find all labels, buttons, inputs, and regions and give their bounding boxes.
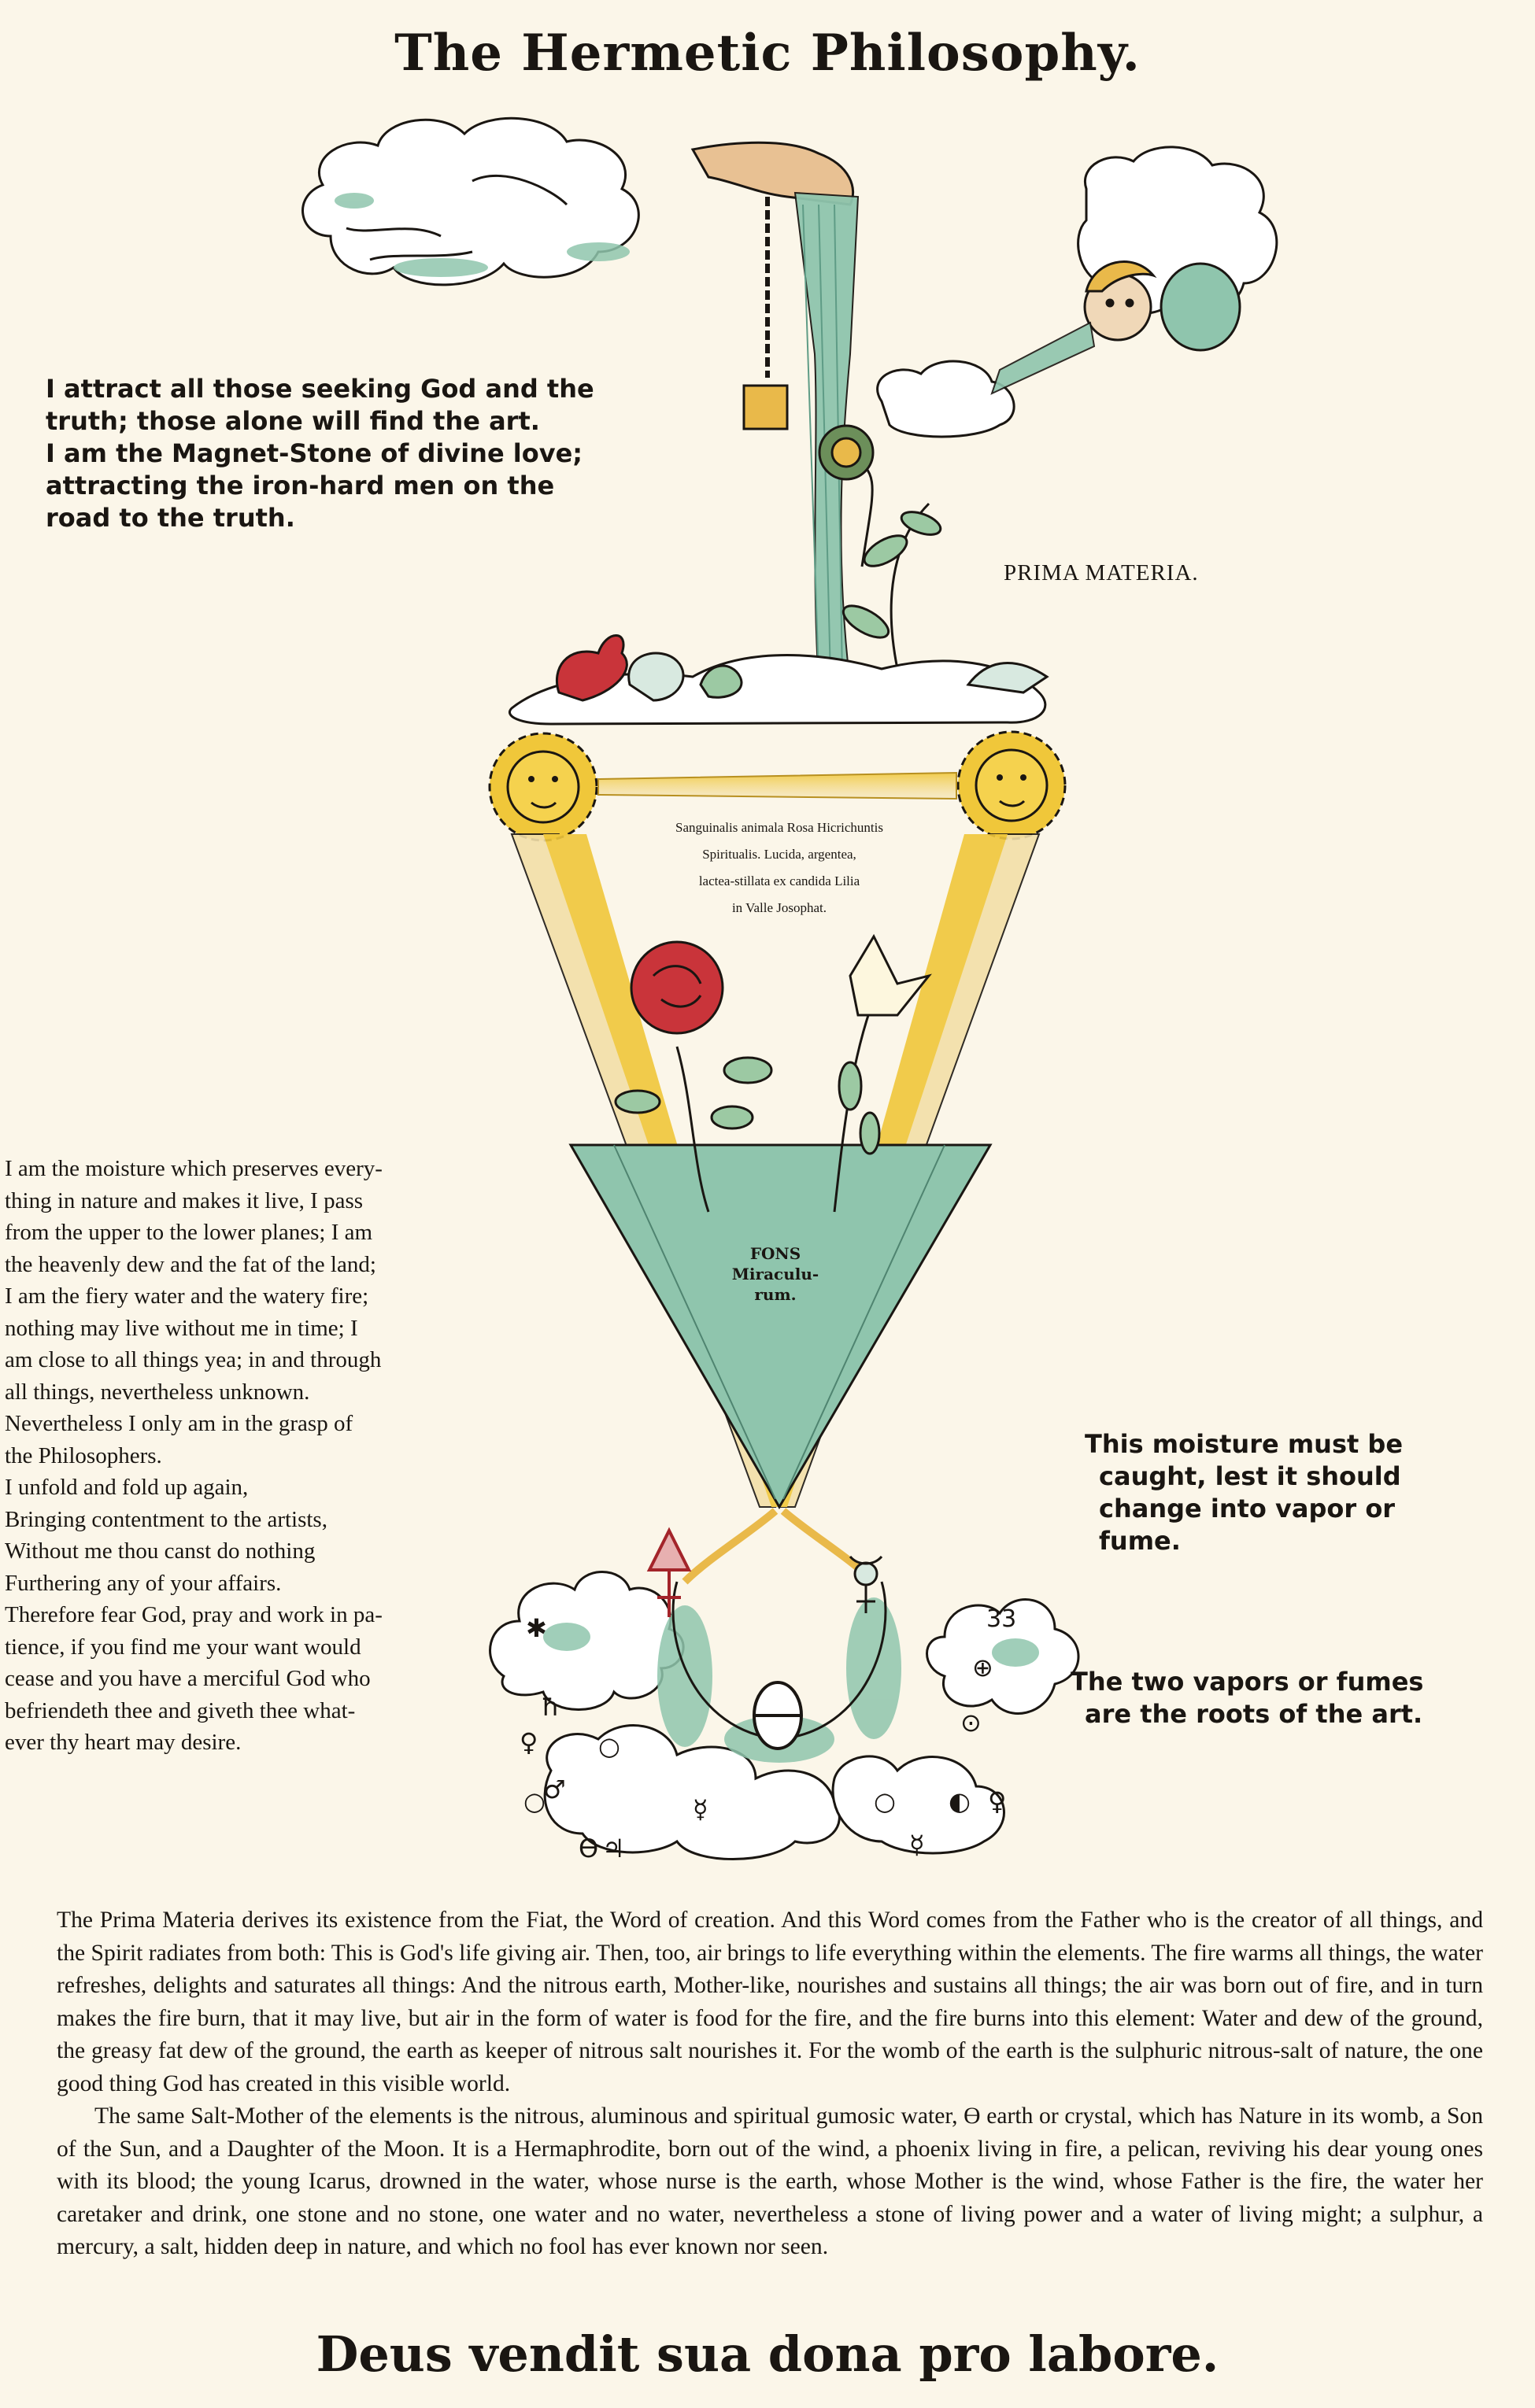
- moisture-line: the Philosophers.: [5, 1442, 162, 1468]
- svg-text:♃: ♃: [602, 1834, 625, 1863]
- svg-text:○: ○: [874, 1786, 896, 1816]
- motto: Deus vendit sua dona pro labore.: [316, 2325, 1219, 2383]
- moisture-line: thing in nature and makes it live, I pass: [5, 1187, 364, 1213]
- svg-text:ħ: ħ: [542, 1692, 560, 1722]
- caught-line: This moisture must be: [1085, 1429, 1404, 1459]
- magnet-icon: [744, 197, 787, 429]
- moisture-line: I am the moisture which preserves every-: [5, 1156, 383, 1181]
- fons-line: Miraculu-: [731, 1265, 819, 1283]
- moisture-line: from the upper to the lower planes; I am: [5, 1220, 373, 1245]
- vapors-line: The two vapors or fumes: [1071, 1667, 1424, 1697]
- moisture-line: ever thy heart may desire.: [5, 1730, 242, 1755]
- moisture-line: Bringing contentment to the artists,: [5, 1506, 327, 1532]
- sun-face-icon-left: [490, 733, 597, 840]
- magnet-line: I attract all those seeking God and the: [46, 374, 594, 404]
- fons-triangle: [571, 1145, 990, 1507]
- sun-beam: [598, 773, 956, 799]
- body-paragraph: The same Salt-Mother of the elements is the nitrous, aluminous and spiritual gumosic water, ϴ earth or crystal, which has Nature in its womb, a Son of the Sun, and a Daughter of the Moon. It is a Hermaphrodite, born out of the wind, a phoenix living in fire, a pelican, reviving his dear young ones with its blood; the young Icarus, drowned in the water, whose nurse is the earth, whose Mother is the wind, whose Father is the fire, the water her caretaker and drink, one stone and no stone, one water and no water, nevertheless a stone of living power and a water of living might; a sulphur, a mercury, a salt, hidden deep in nature, and which no fool has ever known nor seen.: [57, 2103, 1483, 2259]
- caught-line: change into vapor or: [1099, 1494, 1396, 1523]
- rosa-line: Sanguinalis animala Rosa Hicrichuntis: [675, 820, 883, 835]
- fons-line: rum.: [754, 1285, 797, 1304]
- breath-stream: [992, 323, 1094, 393]
- magnet-line: I am the Magnet-Stone of divine love;: [46, 438, 583, 468]
- rosa-line: lactea-stillata ex candida Lilia: [698, 873, 860, 888]
- moisture-line: Nevertheless I only am in the grasp of: [5, 1411, 353, 1436]
- fons-line: FONS: [749, 1244, 801, 1263]
- rosa-caption: [598, 814, 960, 921]
- vapors-line: are the roots of the art.: [1085, 1699, 1423, 1729]
- rosa-line: in Valle Josophat.: [731, 900, 827, 915]
- svg-text:⊙: ⊙: [960, 1708, 982, 1738]
- moisture-line: Therefore fear God, pray and work in pa-: [5, 1602, 383, 1627]
- prima-materia-label: PRIMA MATERIA.: [1004, 560, 1199, 585]
- cloud-number: 33: [986, 1605, 1017, 1633]
- vapors-caption: [1071, 1666, 1511, 1730]
- magnet-line: truth; those alone will find the art.: [46, 406, 540, 436]
- svg-text:◐: ◐: [949, 1786, 971, 1816]
- moisture-line: the heavenly dew and the fat of the land;: [5, 1251, 376, 1277]
- caught-line: caught, lest it should: [1099, 1461, 1401, 1491]
- body-paragraph: The Prima Materia derives its existence from the Fiat, the Word of creation. And this Word comes from the Father who is the creator of all things, and the Spirit radiates from both: This is God's life giving air. Then, too, air brings to life everything within the elements. The fire warms all things, the water refreshes, delights and saturates all things: And the nitrous earth, Mother-like, nourishes and sustains all things; the air was born out of fire, and in turn makes the fire burn, that it may live, but air in the form of water is food for the fire, and the fire burns into this element: Water and dew of the ground, the greasy fat dew of the ground, the earth as keeper of nitrous salt nourishes it. For the womb of the earth is the sulphuric nitrous-salt of nature, the one good thing God has created in this visible world.: [57, 1908, 1483, 2096]
- rosa-line: Spiritualis. Lucida, argentea,: [702, 847, 856, 862]
- moisture-line: am close to all things yea; in and through: [5, 1347, 382, 1372]
- svg-text:♀: ♀: [520, 1727, 538, 1757]
- fons-caption: [708, 1243, 842, 1305]
- magnet-line: attracting the iron-hard men on the: [46, 471, 555, 500]
- body-text: [57, 1904, 1483, 2264]
- svg-text:⊕: ⊕: [972, 1653, 993, 1682]
- caught-caption: [1085, 1428, 1510, 1557]
- moisture-line: I unfold and fold up again,: [5, 1475, 249, 1500]
- salt-symbol-icon: [754, 1682, 801, 1749]
- svg-text:ϴ: ϴ: [579, 1834, 599, 1863]
- moisture-line: Without me thou canst do nothing: [5, 1538, 316, 1564]
- moisture-line: Furthering any of your affairs.: [5, 1570, 282, 1596]
- moisture-text: [5, 1153, 493, 1759]
- page-title: The Hermetic Philosophy.: [394, 24, 1141, 83]
- moisture-line: all things, nevertheless unknown.: [5, 1379, 310, 1405]
- svg-text:○: ○: [523, 1786, 546, 1816]
- moisture-line: nothing may live without me in time; I: [5, 1315, 358, 1341]
- svg-text:☿: ☿: [909, 1830, 925, 1860]
- moisture-line: befriendeth thee and giveth thee what-: [5, 1697, 356, 1723]
- svg-text:☿: ☿: [693, 1794, 708, 1824]
- moisture-line: tience, if you find me your want would: [5, 1634, 361, 1660]
- moisture-line: cease and you have a merciful God who: [5, 1666, 371, 1691]
- caught-line: fume.: [1099, 1526, 1181, 1556]
- magnet-line: road to the truth.: [46, 503, 295, 533]
- svg-text:♂: ♂: [543, 1775, 566, 1804]
- svg-text:○: ○: [598, 1731, 620, 1761]
- svg-text:♀: ♀: [988, 1786, 1007, 1816]
- sun-face-icon-right: [958, 732, 1065, 839]
- moisture-line: I am the fiery water and the watery fire;: [5, 1283, 369, 1309]
- magnet-caption: [46, 373, 691, 534]
- svg-text:✱: ✱: [526, 1613, 547, 1643]
